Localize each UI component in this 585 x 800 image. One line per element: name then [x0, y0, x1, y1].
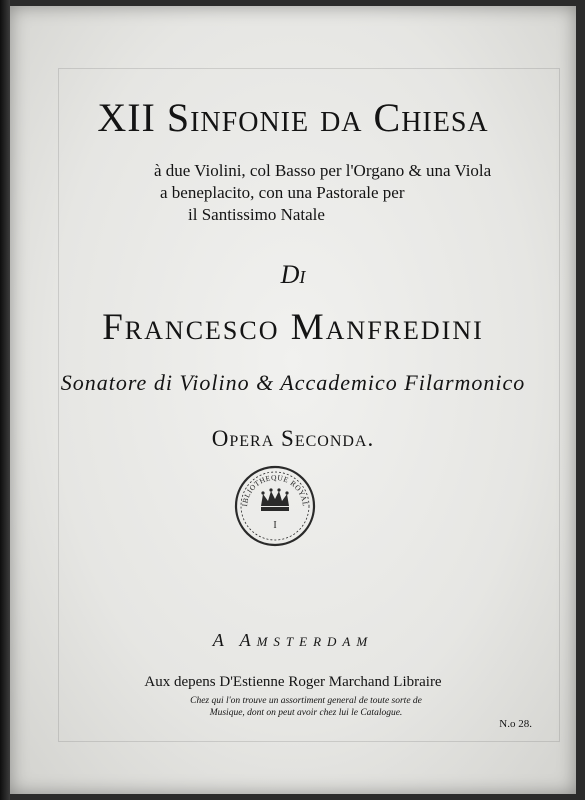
- stamp-mark: I: [273, 520, 277, 531]
- library-stamp-seal: [233, 464, 317, 548]
- subtitle-line-2: a beneplacito, con una Pastorale per: [160, 183, 405, 202]
- imprint-place: A Amsterdam: [212, 630, 374, 650]
- work-title: XII Sinfonie da Chiesa: [97, 95, 489, 140]
- subtitle-line-1: à due Violini, col Basso per l'Organo & una Viola: [154, 161, 492, 180]
- catalogue-line-1: Chez qui l'on trouve un assortiment general de toute sorte de: [190, 696, 422, 706]
- title-page: [10, 6, 576, 794]
- by-word: Di: [280, 260, 306, 289]
- composer-name: Francesco Manfredini: [102, 307, 484, 348]
- imprint-publisher: Aux depens D'Estienne Roger Marchand Libraire: [144, 674, 442, 690]
- work-subtitle: [154, 160, 534, 226]
- book-spine-shadow: [0, 0, 10, 800]
- library-stamp: [233, 464, 317, 548]
- catalogue-line-2: Musique, dont on peut avoir chez lui le Catalogue.: [209, 708, 403, 718]
- crown-icon: [261, 488, 289, 511]
- composer-profession: Sonatore di Violino & Accademico Filarmonico: [60, 370, 526, 395]
- opus-number: Opera Seconda.: [211, 426, 375, 451]
- subtitle-line-3: il Santissimo Natale: [188, 205, 325, 224]
- imprint-catalogue-note: [176, 695, 436, 719]
- plate-number: N.o 28.: [499, 718, 532, 730]
- stamp-legend: IBLIOTHEQUE ROYAL: [240, 472, 311, 508]
